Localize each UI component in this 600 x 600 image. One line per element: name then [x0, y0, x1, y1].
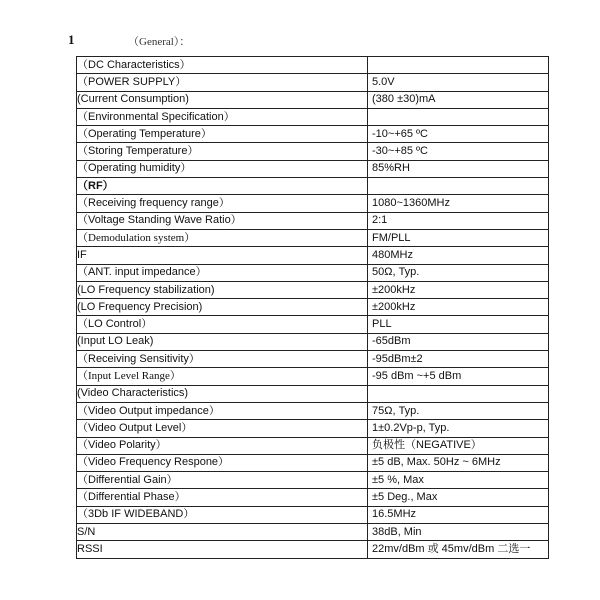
param-cell: （Operating Temperature）: [77, 126, 368, 143]
value-cell: 负极性（NEGATIVE）: [368, 437, 549, 454]
table-row: [77, 74, 549, 91]
param-cell: （Video Polarity）: [77, 437, 368, 454]
value-cell: 1±0.2Vp-p, Typ.: [368, 420, 549, 437]
table-row: [77, 368, 549, 385]
param-cell: （Operating humidity）: [77, 160, 368, 177]
table-row: [77, 420, 549, 437]
table-row: [77, 506, 549, 523]
param-cell: （Demodulation system）: [77, 229, 368, 246]
section-heading: [62, 30, 462, 50]
value-cell: -10~+65 ºC: [368, 126, 549, 143]
table-row: [77, 385, 549, 402]
value-cell: 2:1: [368, 212, 549, 229]
table-row: [77, 247, 549, 264]
table-row: [77, 299, 549, 316]
table-row: [77, 454, 549, 471]
value-cell: FM/PLL: [368, 229, 549, 246]
param-cell: IF: [77, 247, 368, 264]
value-cell: 5.0V: [368, 74, 549, 91]
table-row: [77, 160, 549, 177]
param-cell: （Voltage Standing Wave Ratio）: [77, 212, 368, 229]
value-cell: -30~+85 ºC: [368, 143, 549, 160]
section-number: 1: [68, 32, 75, 47]
value-cell: -95dBm±2: [368, 351, 549, 368]
param-cell: （Differential Phase）: [77, 489, 368, 506]
value-cell: [368, 178, 549, 195]
param-cell: S/N: [77, 524, 368, 541]
value-cell: 38dB, Min: [368, 524, 549, 541]
param-cell: (Current Consumption): [77, 91, 368, 108]
table-row: [77, 212, 549, 229]
table-row: [77, 541, 549, 558]
table-row: [77, 281, 549, 298]
param-cell: （ANT. input impedance）: [77, 264, 368, 281]
spec-table: [76, 56, 549, 559]
value-cell: ±200kHz: [368, 281, 549, 298]
param-cell: （Receiving Sensitivity）: [77, 351, 368, 368]
table-row: [77, 437, 549, 454]
value-cell: -65dBm: [368, 333, 549, 350]
value-cell: 85%RH: [368, 160, 549, 177]
table-row: [77, 91, 549, 108]
param-cell: (Video Characteristics): [77, 385, 368, 402]
table-row: [77, 333, 549, 350]
value-cell: [368, 385, 549, 402]
value-cell: ±5 Deg., Max: [368, 489, 549, 506]
param-cell: （Video Output impedance）: [77, 402, 368, 419]
table-row: [77, 351, 549, 368]
value-cell: ±5 dB, Max. 50Hz ~ 6MHz: [368, 454, 549, 471]
param-cell: （Video Frequency Respone）: [77, 454, 368, 471]
table-row: [77, 489, 549, 506]
param-cell: （Video Output Level）: [77, 420, 368, 437]
table-row: [77, 126, 549, 143]
table-row: [77, 264, 549, 281]
value-cell: 75Ω, Typ.: [368, 402, 549, 419]
param-cell: RSSI: [77, 541, 368, 558]
param-cell: （POWER SUPPLY）: [77, 74, 368, 91]
param-cell: (LO Frequency Precision): [77, 299, 368, 316]
table-row: [77, 472, 549, 489]
value-cell: 50Ω, Typ.: [368, 264, 549, 281]
param-cell: （RF）: [77, 178, 368, 195]
param-cell: （3Db IF WIDEBAND）: [77, 506, 368, 523]
value-cell: (380 ±30)mA: [368, 91, 549, 108]
param-cell: （Receiving frequency range）: [77, 195, 368, 212]
table-row: [77, 108, 549, 125]
table-row: [77, 316, 549, 333]
table-row: [77, 57, 549, 74]
value-cell: 1080~1360MHz: [368, 195, 549, 212]
value-cell: 16.5MHz: [368, 506, 549, 523]
table-row: [77, 229, 549, 246]
param-cell: （Storing Temperature）: [77, 143, 368, 160]
value-cell: 480MHz: [368, 247, 549, 264]
table-row: [77, 143, 549, 160]
value-cell: PLL: [368, 316, 549, 333]
param-cell: （Differential Gain）: [77, 472, 368, 489]
value-cell: ±5 %, Max: [368, 472, 549, 489]
value-cell: [368, 108, 549, 125]
param-cell: （Input Level Range）: [77, 368, 368, 385]
section-title: （General）：: [128, 36, 191, 48]
param-cell: (Input LO Leak): [77, 333, 368, 350]
value-cell: -95 dBm ~+5 dBm: [368, 368, 549, 385]
table-row: [77, 178, 549, 195]
value-cell: ±200kHz: [368, 299, 549, 316]
value-cell: [368, 57, 549, 74]
table-row: [77, 195, 549, 212]
table-row: [77, 402, 549, 419]
table-row: [77, 524, 549, 541]
param-cell: （LO Control）: [77, 316, 368, 333]
value-cell: 22mv/dBm 或 45mv/dBm 二选一: [368, 541, 549, 558]
param-cell: （DC Characteristics）: [77, 57, 368, 74]
param-cell: (LO Frequency stabilization): [77, 281, 368, 298]
param-cell: （Environmental Specification）: [77, 108, 368, 125]
